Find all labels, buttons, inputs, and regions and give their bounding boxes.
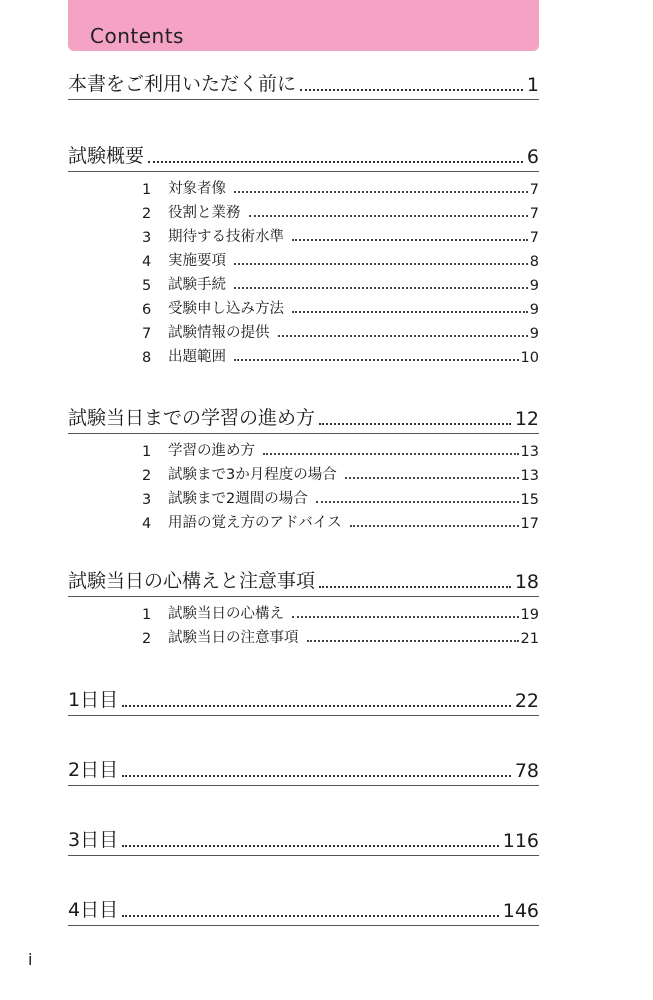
toc-section-page: 18 — [514, 571, 539, 593]
toc-subsection-number: 2 — [142, 206, 152, 222]
toc-subsection-title: 期待する技術水準 — [168, 229, 284, 245]
toc-section-title: 試験当日までの学習の進め方 — [68, 407, 316, 429]
toc-section-entry — [68, 404, 539, 434]
toc-subsection-page: 10 — [520, 350, 539, 366]
dot-leader — [234, 287, 528, 289]
dot-leader — [316, 501, 519, 503]
toc-subsection-page: 7 — [529, 230, 539, 246]
toc-subsection-page: 7 — [529, 206, 539, 222]
dot-leader — [319, 586, 511, 588]
toc-section-entry — [68, 567, 539, 597]
toc-subsection-title: 試験情報の提供 — [168, 325, 270, 341]
toc-subsection-title: 試験手続 — [168, 277, 226, 293]
dot-leader — [148, 161, 523, 163]
toc-subsection-number: 2 — [142, 468, 152, 484]
toc-section-title: 試験概要 — [68, 145, 145, 167]
toc-subsection-number: 7 — [142, 326, 152, 342]
toc-subsection-title: 実施要項 — [168, 253, 226, 269]
toc-subsection-title: 役割と業務 — [168, 205, 241, 221]
toc-subsection-number: 3 — [142, 492, 152, 508]
toc-subsection-number: 1 — [142, 444, 152, 460]
toc-section-page: 12 — [514, 408, 539, 430]
toc-section-page: 22 — [514, 690, 539, 712]
contents-header-band — [68, 0, 539, 51]
toc-subsection-page: 19 — [520, 607, 539, 623]
toc-subsection-title: 受験申し込み方法 — [168, 301, 284, 317]
toc-subsection-title: 試験当日の注意事項 — [168, 630, 299, 646]
dot-leader — [350, 525, 519, 527]
toc-section-page: 116 — [502, 830, 539, 852]
toc-section-page: 146 — [502, 900, 539, 922]
toc-subsection-number: 4 — [142, 254, 152, 270]
toc-subsection-entry — [142, 272, 539, 294]
toc-subsection-entry — [142, 510, 539, 532]
dot-leader — [122, 915, 499, 917]
toc-subsection-page: 13 — [520, 468, 539, 484]
dot-leader — [122, 705, 511, 707]
toc-subsection-title: 用語の覚え方のアドバイス — [168, 515, 342, 531]
toc-subsection-entry — [142, 438, 539, 460]
dot-leader — [319, 423, 511, 425]
toc-section-entry — [68, 142, 539, 172]
toc-subsection-title: 試験まで3か月程度の場合 — [168, 467, 337, 483]
toc-subsection-page: 9 — [529, 326, 539, 342]
dot-leader — [307, 640, 519, 642]
toc-subsection-entry — [142, 344, 539, 366]
toc-subsection-title: 対象者像 — [168, 181, 226, 197]
dot-leader — [278, 335, 528, 337]
toc-section-page: 78 — [514, 760, 539, 782]
dot-leader — [122, 845, 499, 847]
toc-subsection-entry — [142, 601, 539, 623]
toc-section-title: 試験当日の心構えと注意事項 — [68, 570, 316, 592]
contents-title: Contents — [90, 24, 184, 48]
toc-subsection-number: 6 — [142, 302, 152, 318]
dot-leader — [292, 239, 528, 241]
toc-section-entry — [68, 756, 539, 786]
toc-subsection-page: 9 — [529, 302, 539, 318]
toc-section-page: 1 — [526, 74, 539, 96]
toc-section-page: 6 — [526, 146, 539, 168]
dot-leader — [234, 263, 528, 265]
toc-subsection-entry — [142, 625, 539, 647]
toc-subsection-entry — [142, 248, 539, 270]
dot-leader — [122, 775, 511, 777]
toc-section-entry — [68, 826, 539, 856]
page-folio: i — [28, 950, 33, 969]
toc-subsection-number: 8 — [142, 350, 152, 366]
toc-section-title: 3日目 — [68, 829, 119, 851]
toc-subsection-page: 7 — [529, 182, 539, 198]
toc-section-entry — [68, 70, 539, 100]
dot-leader — [292, 616, 519, 618]
toc-subsection-title: 試験当日の心構え — [168, 606, 284, 622]
dot-leader — [300, 89, 523, 91]
toc-section-title: 本書をご利用いただく前に — [68, 73, 297, 95]
toc-subsection-page: 8 — [529, 254, 539, 270]
toc-subsection-page: 17 — [520, 516, 539, 532]
toc-subsection-page: 13 — [520, 444, 539, 460]
toc-subsection-entry — [142, 320, 539, 342]
toc-subsection-title: 出題範囲 — [168, 349, 226, 365]
toc-subsection-entry — [142, 176, 539, 198]
toc-subsection-page: 9 — [529, 278, 539, 294]
toc-subsection-title: 学習の進め方 — [168, 443, 255, 459]
toc-section-title: 1日目 — [68, 689, 119, 711]
dot-leader — [249, 215, 528, 217]
toc-subsection-entry — [142, 296, 539, 318]
dot-leader — [292, 311, 528, 313]
toc-subsection-title: 試験まで2週間の場合 — [168, 491, 308, 507]
toc-subsection-entry — [142, 486, 539, 508]
toc-section-entry — [68, 896, 539, 926]
toc-section-title: 4日目 — [68, 899, 119, 921]
dot-leader — [263, 453, 519, 455]
toc-subsection-page: 21 — [520, 631, 539, 647]
dot-leader — [234, 191, 528, 193]
toc-subsection-number: 3 — [142, 230, 152, 246]
toc-subsection-entry — [142, 224, 539, 246]
toc-subsection-entry — [142, 200, 539, 222]
toc-subsection-number: 1 — [142, 182, 152, 198]
toc-subsection-number: 5 — [142, 278, 152, 294]
dot-leader — [234, 359, 519, 361]
toc-subsection-number: 1 — [142, 607, 152, 623]
dot-leader — [345, 477, 519, 479]
toc-section-title: 2日目 — [68, 759, 119, 781]
toc-subsection-entry — [142, 462, 539, 484]
toc-subsection-number: 2 — [142, 631, 152, 647]
toc-section-entry — [68, 686, 539, 716]
toc-subsection-page: 15 — [520, 492, 539, 508]
toc-subsection-number: 4 — [142, 516, 152, 532]
